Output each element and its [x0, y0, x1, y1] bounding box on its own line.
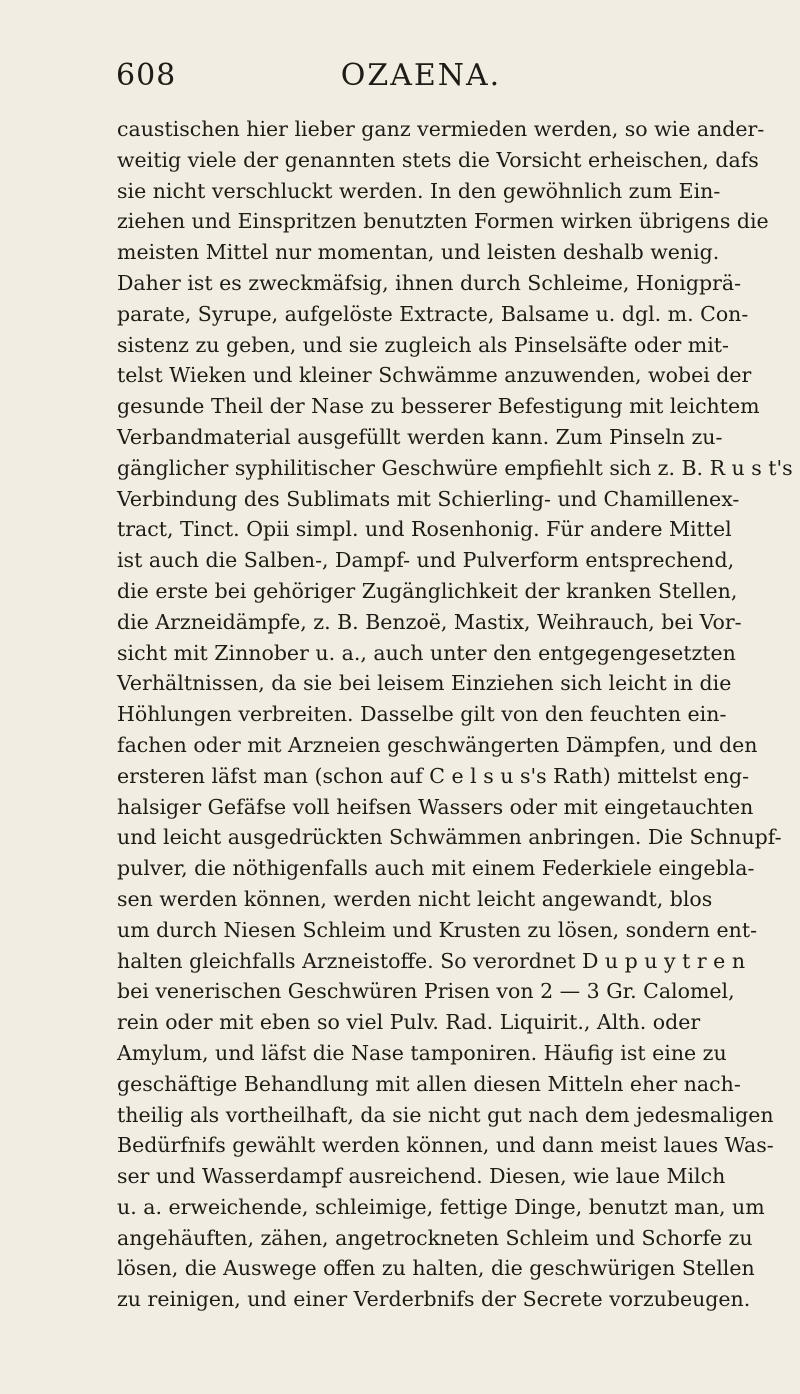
- text-line: rein oder mit eben so viel Pulv. Rad. Liquirit., Alth. oder: [117, 1010, 701, 1035]
- text-line: und leicht ausgedrückten Schwämmen anbringen. Die Schnupf-: [117, 825, 782, 850]
- text-line: caustischen hier lieber ganz vermieden werden, so wie ander-: [117, 117, 765, 141]
- text-line: Verbindung des Sublimats mit Schierling- und Chamillenex-: [117, 486, 740, 511]
- text-line: halten gleichfalls Arzneistoffe. So verordnet D u p u y t r e n: [117, 948, 746, 973]
- text-line: weitig viele der genannten stets die Vorsicht erheischen, dafs: [117, 147, 759, 172]
- text-line: ist auch die Salben-, Dampf- und Pulverform entsprechend,: [117, 548, 735, 573]
- running-title: OZAENA.: [340, 58, 502, 93]
- text-line: pulver, die nöthigenfalls auch mit einem Federkiele eingebla-: [117, 856, 755, 881]
- text-line: Verhältnissen, da sie bei leisem Einziehen sich leicht in die: [117, 671, 732, 696]
- text-line: die erste bei gehöriger Zugänglichkeit der kranken Stellen,: [117, 578, 738, 603]
- text-line: zu reinigen, und einer Verderbnifs der Secrete vorzubeugen.: [117, 1287, 751, 1312]
- text-line: angehäuften, zähen, angetrockneten Schleim und Schorfe zu: [117, 1225, 753, 1250]
- text-line: parate, Syrupe, aufgelöste Extracte, Balsame u. dgl. m. Con-: [117, 301, 749, 326]
- text-line: ersteren läfst man (schon auf C e l s u s's Rath) mittelst eng-: [117, 763, 750, 788]
- text-line: Amylum, und läfst die Nase tamponiren. Häufig ist eine zu: [117, 1040, 727, 1065]
- text-line: sicht mit Zinnober u. a., auch unter den entgegengesetzten: [117, 640, 736, 665]
- text-line: ser und Wasserdampf ausreichend. Diesen, wie laue Milch: [117, 1164, 726, 1189]
- text-line: Daher ist es zweckmäfsig, ihnen durch Schleime, Honigprä-: [117, 270, 742, 295]
- text-line: sen werden können, werden nicht leicht angewandt, blos: [117, 886, 713, 911]
- text-line: Verbandmaterial ausgefüllt werden kann. Zum Pinseln zu-: [117, 424, 723, 449]
- text-line: telst Wieken und kleiner Schwämme anzuwenden, wobei der: [117, 363, 752, 388]
- text-line: u. a. erweichende, schleimige, fettige Dinge, benutzt man, um: [117, 1194, 765, 1219]
- text-line: die Arzneidämpfe, z. B. Benzoë, Mastix, Weihrauch, bei Vor-: [117, 609, 742, 634]
- text-line: gesunde Theil der Nase zu besserer Befestigung mit leichtem: [117, 394, 760, 419]
- text-line: meisten Mittel nur momentan, und leisten deshalb wenig.: [117, 240, 720, 265]
- text-line: um durch Niesen Schleim und Krusten zu lösen, sondern ent-: [117, 917, 758, 942]
- text-line: ziehen und Einspritzen benutzten Formen wirken übrigens die: [117, 209, 769, 234]
- body-text: [117, 114, 793, 1315]
- text-line: fachen oder mit Arzneien geschwängerten Dämpfen, und den: [117, 732, 758, 757]
- text-line: sistenz zu geben, und sie zugleich als Pinselsäfte oder mit-: [117, 332, 729, 357]
- text-line: gänglicher syphilitischer Geschwüre empfiehlt sich z. B. R u s t's: [117, 455, 793, 480]
- text-line: Höhlungen verbreiten. Dasselbe gilt von den feuchten ein-: [117, 702, 727, 727]
- text-line: halsiger Gefäfse voll heifsen Wassers oder mit eingetauchten: [117, 794, 754, 819]
- text-line: sie nicht verschluckt werden. In den gewöhnlich zum Ein-: [117, 178, 721, 203]
- text-line: Bedürfnifs gewählt werden können, und dann meist laues Was-: [117, 1133, 774, 1158]
- text-line: lösen, die Auswege offen zu halten, die geschwürigen Stellen: [117, 1256, 755, 1281]
- text-line: bei venerischen Geschwüren Prisen von 2 — 3 Gr. Calomel,: [117, 979, 735, 1004]
- text-line: tract, Tinct. Opii simpl. und Rosenhonig. Für andere Mittel: [117, 517, 732, 542]
- page-number: 608: [116, 58, 177, 93]
- text-line: geschäftige Behandlung mit allen diesen Mitteln eher nach-: [117, 1071, 741, 1096]
- text-line: theilig als vortheilhaft, da sie nicht gut nach dem jedesmaligen: [117, 1102, 774, 1127]
- running-head: [116, 58, 686, 98]
